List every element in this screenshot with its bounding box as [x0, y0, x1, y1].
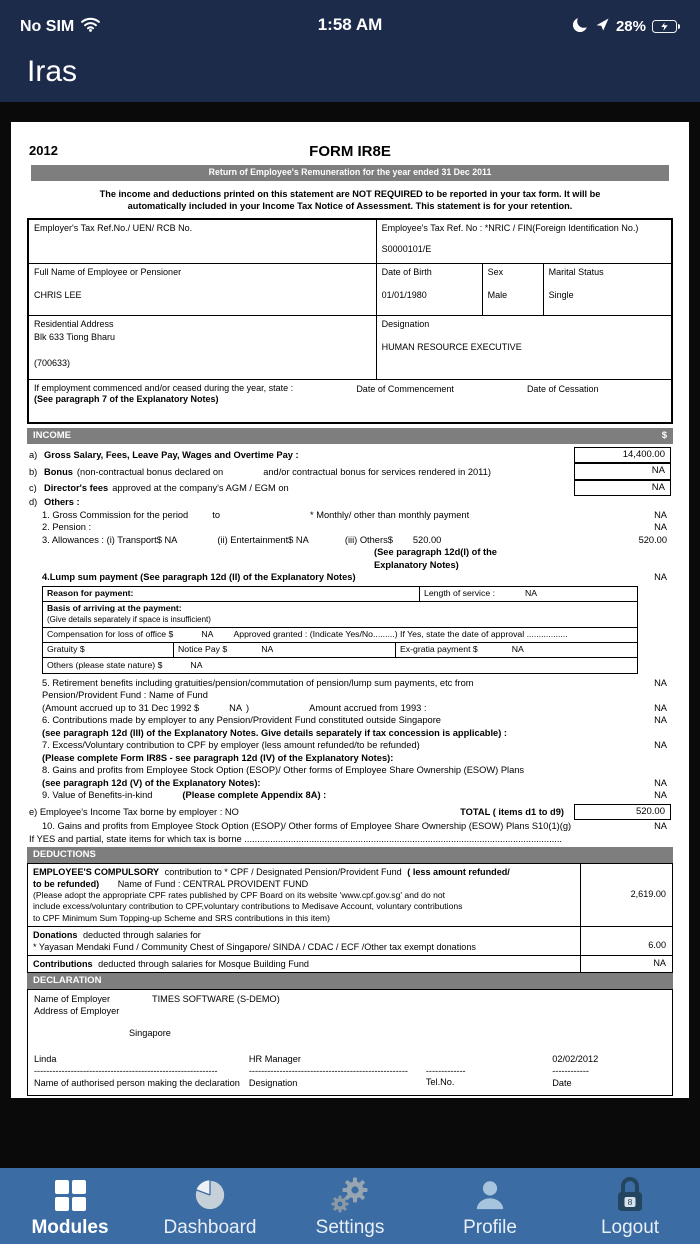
- mosque-value: NA: [580, 956, 672, 972]
- form-header: [27, 142, 673, 162]
- battery-percent-label: 28%: [615, 18, 646, 35]
- signer-name-label: Name of authorised person making the declaration: [34, 1077, 240, 1088]
- na-value: NA: [229, 702, 243, 713]
- fullname-cell: [29, 264, 376, 315]
- item-text: approved at the company's AGM / EGM on: [112, 482, 289, 493]
- income-item-d3-note: [29, 546, 671, 559]
- notice-pay-cell: [173, 643, 395, 657]
- item-text: Amount accrued from 1993 :: [309, 702, 427, 713]
- income-section: [27, 444, 673, 847]
- item-note: (see paragraph 12d (V) of the Explanatory Notes):: [42, 777, 261, 788]
- signer-name: Linda: [34, 1054, 57, 1064]
- tel-blank: [426, 1054, 544, 1066]
- item-label: 9. Value of Benefits-in-kind: [42, 790, 153, 801]
- income-item-d6-note: [29, 727, 671, 740]
- item-text: (iii) Others$: [344, 534, 393, 545]
- form-notice: [27, 188, 673, 213]
- basis-label: Basis of arriving at the payment:: [47, 603, 182, 614]
- item-label: 6. Contributions made by employer to any Pension/Provident Fund constituted outside Singapore: [42, 715, 441, 726]
- cpf-row: [28, 864, 672, 927]
- document-viewport[interactable]: [0, 102, 700, 1168]
- sex-cell: [482, 264, 543, 315]
- item-note: (See paragraph 12d(I) of the: [374, 547, 497, 558]
- others-label: Others (please state nature) $: [47, 659, 163, 670]
- signature-line: ------------: [552, 1065, 589, 1076]
- address-postal: (700633): [34, 358, 71, 369]
- signature-line: ------------------------------------------------------------: [34, 1065, 218, 1076]
- income-item-d7-note: [29, 752, 671, 765]
- carrier-label: No SIM: [20, 18, 75, 35]
- nav-item-label: Dashboard: [163, 1217, 257, 1238]
- item-prefix: a): [29, 450, 38, 461]
- notice-pay-value: NA: [261, 644, 274, 655]
- ex-gratia-label: Ex-gratia payment $: [400, 644, 478, 655]
- income-item-d10: [29, 820, 671, 833]
- form-year: 2012: [29, 143, 58, 158]
- cpf-fund-name: Name of Fund : CENTRAL PROVIDENT FUND: [117, 879, 309, 890]
- charging-bolt-icon: [660, 21, 669, 32]
- notice-line-2: automatically included in your Income Tax Notice of Assessment. This statement is for your retention.: [127, 201, 573, 212]
- signer-designation-column: [249, 1054, 426, 1090]
- item-text: and/or contractual bonus for services rendered in 2011): [263, 466, 491, 477]
- clock: 1:58 AM: [317, 15, 383, 34]
- cpf-label: EMPLOYEE'S COMPULSORY: [33, 867, 160, 878]
- info-row-employment: [29, 380, 671, 422]
- lump-row-reason: [43, 587, 637, 601]
- income-item-d5: [29, 677, 671, 690]
- item-text: (ii) Entertainment$ NA: [217, 534, 309, 545]
- item-text: (Amount accrued up to 31 Dec 1992 $: [42, 702, 200, 713]
- nav-item-label: Settings: [315, 1217, 385, 1238]
- income-header-label: INCOME: [33, 429, 71, 441]
- form-title: FORM IR8E: [309, 143, 391, 160]
- item-label: 1. Gross Commission for the period: [42, 509, 189, 520]
- item-label: 2. Pension :: [42, 522, 92, 533]
- length-of-service-cell: [419, 587, 637, 601]
- income-item-d: [29, 496, 671, 509]
- app-header: [0, 42, 700, 102]
- na-value: NA: [654, 702, 667, 713]
- item-text: ): [246, 702, 250, 713]
- income-item-e-total: [29, 804, 671, 820]
- info-row-refs: [29, 220, 671, 264]
- employee-info-table: [27, 218, 673, 424]
- employee-ref-value: S0000101/E: [381, 244, 432, 255]
- donations-row: [28, 927, 672, 956]
- lock-icon: [613, 1175, 647, 1215]
- income-partial-line: [29, 832, 671, 845]
- na-value: NA: [654, 572, 667, 583]
- item-label: Bonus: [44, 466, 73, 477]
- deductions-header-label: DEDUCTIONS: [33, 848, 96, 860]
- employer-name-line: [34, 994, 666, 1006]
- item-note: (Please complete Appendix 8A) :: [182, 790, 327, 801]
- income-item-c: [29, 480, 671, 496]
- nav-item-label: Modules: [31, 1217, 109, 1238]
- length-value: NA: [525, 588, 538, 599]
- donations-detail: * Yayasan Mendaki Fund / Community Chest of Singapore/ SINDA / CDAC / ECF /Other tax exempt donations: [33, 941, 476, 952]
- employment-cell: [34, 383, 356, 419]
- income-item-d4: [29, 571, 671, 584]
- nav-item-profile[interactable]: [420, 1168, 560, 1244]
- income-item-b: [29, 463, 671, 479]
- address-label: Residential Address: [34, 318, 114, 329]
- cpf-note: include excess/voluntary contribution to CPF,voluntary contributions to Medisave Account, voluntary contributions: [33, 901, 463, 912]
- donations-value: 6.00: [580, 927, 672, 955]
- item-text: If YES and partial, state items for which tax is borne ...........................................................................................................................: [29, 833, 563, 844]
- na-value: NA: [654, 677, 667, 688]
- donations-label: Donations: [33, 929, 78, 940]
- item-prefix: d): [29, 497, 38, 508]
- dob-cell: [376, 264, 482, 315]
- lock-badge-text: 8: [627, 1197, 633, 1207]
- donations-text-cell: [28, 927, 580, 955]
- dob-label: Date of Birth: [381, 266, 432, 277]
- bottom-nav: [0, 1168, 700, 1244]
- sex-label: Sex: [487, 266, 504, 277]
- declaration-header-label: DECLARATION: [33, 974, 102, 986]
- income-item-d7: [29, 739, 671, 752]
- employee-ref-cell: [376, 220, 671, 263]
- tel-column: [426, 1054, 552, 1090]
- cpf-text: contribution to * CPF / Designated Pension/Provident Fund: [164, 867, 402, 878]
- cpf-note: to CPF Minimum Sum Topping-up Scheme and SRS contributions in this item): [33, 912, 330, 923]
- item-label: Director's fees: [44, 482, 109, 493]
- cpf-text-cell: [28, 864, 580, 926]
- info-row-address: [29, 316, 671, 380]
- signer-designation: HR Manager: [248, 1054, 301, 1064]
- item-label: Others :: [44, 497, 80, 508]
- item-text: (non-contractual bonus declared on: [76, 466, 224, 477]
- employee-ref-label: Employee's Tax Ref. No : *NRIC / FIN(Foreign Identification No.): [381, 222, 639, 233]
- info-row-name: [29, 264, 671, 316]
- marital-cell: [543, 264, 671, 315]
- grid-icon: [55, 1175, 86, 1215]
- form-banner: Return of Employee's Remuneration for the year ended 31 Dec 2011: [31, 165, 669, 181]
- page-title: Iras: [27, 55, 78, 88]
- notice-line-1: The income and deductions printed on this statement are NOT REQUIRED to be reported in your tax form. It will be: [99, 188, 601, 199]
- others-value: NA: [190, 659, 203, 670]
- nav-item-settings[interactable]: [280, 1168, 420, 1244]
- item-note: Explanatory Notes): [374, 559, 459, 570]
- na-value: NA: [654, 509, 667, 520]
- address-cell: [29, 316, 376, 379]
- cpf-text-bold: ( less amount refunded/: [407, 867, 510, 878]
- ex-gratia-cell: [395, 643, 637, 657]
- pie-chart-icon: [193, 1175, 227, 1215]
- total-label: TOTAL ( items d1 to d9): [460, 806, 564, 817]
- designation-label: Designation: [381, 318, 430, 329]
- allowances-value: 520.00: [638, 534, 667, 545]
- person-icon: [473, 1175, 507, 1215]
- income-item-d5-line2: [29, 689, 671, 702]
- employer-name-value: TIMES SOFTWARE (S-DEMO): [152, 994, 280, 1005]
- designation-cell: [376, 316, 671, 379]
- employer-ref-cell: [29, 220, 376, 263]
- na-value: NA: [654, 790, 667, 801]
- cessation-label: Date of Cessation: [526, 383, 599, 394]
- item-label: e) Employee's Income Tax borne by employer : NO: [29, 806, 239, 817]
- commencement-label: Date of Commencement: [356, 383, 454, 394]
- deductions-section-header: [27, 847, 673, 863]
- signer-designation-label: Designation: [248, 1077, 298, 1088]
- na-value: NA: [654, 715, 667, 726]
- item-label: 5. Retirement benefits including gratuities/pension/commutation of pension/lump sum payments, etc from: [42, 677, 474, 688]
- employer-address-label: Address of Employer: [34, 1006, 120, 1017]
- signature-line: -------------: [425, 1065, 466, 1076]
- deductions-table: [27, 863, 673, 973]
- battery-icon: [652, 20, 680, 33]
- employer-name-label: Name of Employer: [34, 994, 111, 1005]
- income-item-d3-note2: [29, 559, 671, 572]
- currency-symbol: $: [661, 429, 667, 441]
- na-value: NA: [654, 777, 667, 788]
- cpf-note: (Please adopt the appropriate CPF rates published by CPF Board on its website 'www.cpf.gov.sg' and do not: [33, 890, 446, 901]
- lump-sum-table: [42, 586, 638, 674]
- status-bar: [0, 0, 700, 42]
- declaration-block: [27, 989, 673, 1096]
- declaration-section-header: [27, 973, 673, 989]
- lump-row-others: [43, 657, 637, 672]
- cpf-value: 2,619.00: [580, 864, 672, 926]
- income-item-d6: [29, 714, 671, 727]
- item-label: 3. Allowances : (i) Transport$ NA: [42, 534, 178, 545]
- address-value: Blk 633 Tiong Bharu: [34, 332, 116, 343]
- compensation-value: NA: [201, 629, 214, 640]
- employment-note: (See paragraph 7 of the Explanatory Notes): [34, 394, 219, 405]
- nav-item-logout[interactable]: [560, 1168, 700, 1244]
- item-prefix: c): [29, 482, 37, 493]
- directors-fees-value: NA: [574, 480, 671, 496]
- item-text: Pension/Provident Fund : Name of Fund: [42, 690, 208, 701]
- designation-value: HUMAN RESOURCE EXECUTIVE: [381, 342, 522, 353]
- length-label: Length of service :: [424, 588, 495, 599]
- income-item-d1: [29, 509, 671, 522]
- na-value: NA: [654, 740, 667, 751]
- notice-pay-label: Notice Pay $: [178, 644, 228, 655]
- item-prefix: b): [29, 466, 38, 477]
- income-item-d8-note: [29, 777, 671, 790]
- total-value: 520.00: [574, 804, 671, 820]
- income-item-d8: [29, 764, 671, 777]
- employer-city: Singapore: [129, 1028, 171, 1039]
- gross-salary-value: 14,400.00: [574, 447, 671, 463]
- ir8e-document: [11, 122, 689, 1098]
- item-label: 7. Excess/Voluntary contribution to CPF by employer (less amount refunded/to be refunded): [42, 740, 420, 751]
- gratuity-label: Gratuity $: [47, 644, 85, 655]
- mosque-text: deducted through salaries for Mosque Building Fund: [98, 958, 309, 969]
- income-section-header: [27, 428, 673, 444]
- item-label: 10. Gains and profits from Employee Stock Option (ESOP)/ Other forms of Employee Share Ownership (ESOW) Plans S10(1)(g): [42, 821, 572, 832]
- item-text: to: [212, 509, 220, 520]
- employer-ref-label: Employer's Tax Ref.No./ UEN/ RCB No.: [34, 222, 193, 233]
- item-text: * Monthly/ other than monthly payment: [310, 509, 470, 520]
- marital-value: Single: [548, 290, 574, 301]
- dob-value: 01/01/1980: [381, 290, 427, 301]
- marital-label: Marital Status: [548, 266, 604, 277]
- signature-line: ----------------------------------------------------: [248, 1065, 408, 1076]
- na-value: NA: [654, 522, 667, 533]
- sign-date: 02/02/2012: [552, 1054, 599, 1064]
- item-note: (see paragraph 12d (III) of the Explanatory Notes. Give details separately if tax concession is applicable) :: [42, 727, 507, 738]
- na-value: NA: [654, 821, 667, 832]
- mosque-label: Contributions: [33, 958, 93, 969]
- nav-item-label: Logout: [600, 1217, 660, 1238]
- mosque-row: [28, 956, 672, 972]
- others-amount: 520.00: [412, 534, 442, 545]
- date-column: [552, 1054, 666, 1090]
- compensation-label: Compensation for loss of office $: [47, 629, 174, 640]
- date-label: Date: [552, 1077, 572, 1088]
- mosque-text-cell: [28, 956, 580, 972]
- nav-item-modules[interactable]: [0, 1168, 140, 1244]
- donations-text: deducted through salaries for: [83, 929, 201, 940]
- bonus-value: NA: [574, 463, 671, 479]
- ex-gratia-value: NA: [511, 644, 524, 655]
- item-label: Gross Salary, Fees, Leave Pay, Wages and Overtime Pay :: [44, 450, 299, 461]
- nav-item-label: Profile: [463, 1217, 517, 1238]
- reason-label: Reason for payment:: [47, 588, 134, 599]
- item-label: 4.Lump sum payment (See paragraph 12d (II) of the Explanatory Notes): [42, 572, 356, 583]
- tel-label: Tel.No.: [425, 1077, 455, 1088]
- nav-item-dashboard[interactable]: [140, 1168, 280, 1244]
- signer-name-column: [34, 1054, 249, 1090]
- fullname-label: Full Name of Employee or Pensioner: [34, 266, 182, 277]
- lump-row-gratuity: [43, 642, 637, 657]
- income-item-d3: [29, 534, 671, 547]
- item-label: 8. Gains and profits from Employee Stock Option (ESOP)/ Other forms of Employee Share Ownership (ESOW) Plans: [42, 765, 525, 776]
- employment-label: If employment commenced and/or ceased during the year, state :: [34, 382, 294, 393]
- income-item-d5-line3: [29, 702, 671, 715]
- item-note: (Please complete Form IR8S - see paragraph 12d (IV) of the Explanatory Notes):: [42, 752, 394, 763]
- gears-icon: [329, 1175, 371, 1215]
- income-item-a: [29, 447, 671, 463]
- compensation-note: Approved granted : (Indicate Yes/No.........) If Yes, state the date of approval .................: [233, 629, 568, 640]
- income-item-d2: [29, 521, 671, 534]
- lump-row-basis: [43, 601, 637, 627]
- fullname-value: CHRIS LEE: [34, 290, 82, 301]
- basis-note: (Give details separately if space is insufficient): [47, 614, 211, 624]
- signature-row: [34, 1054, 666, 1090]
- sex-value: Male: [487, 290, 508, 301]
- income-item-d9: [29, 789, 671, 802]
- cpf-text-bold: to be refunded): [33, 879, 100, 890]
- lump-row-compensation: [43, 627, 637, 642]
